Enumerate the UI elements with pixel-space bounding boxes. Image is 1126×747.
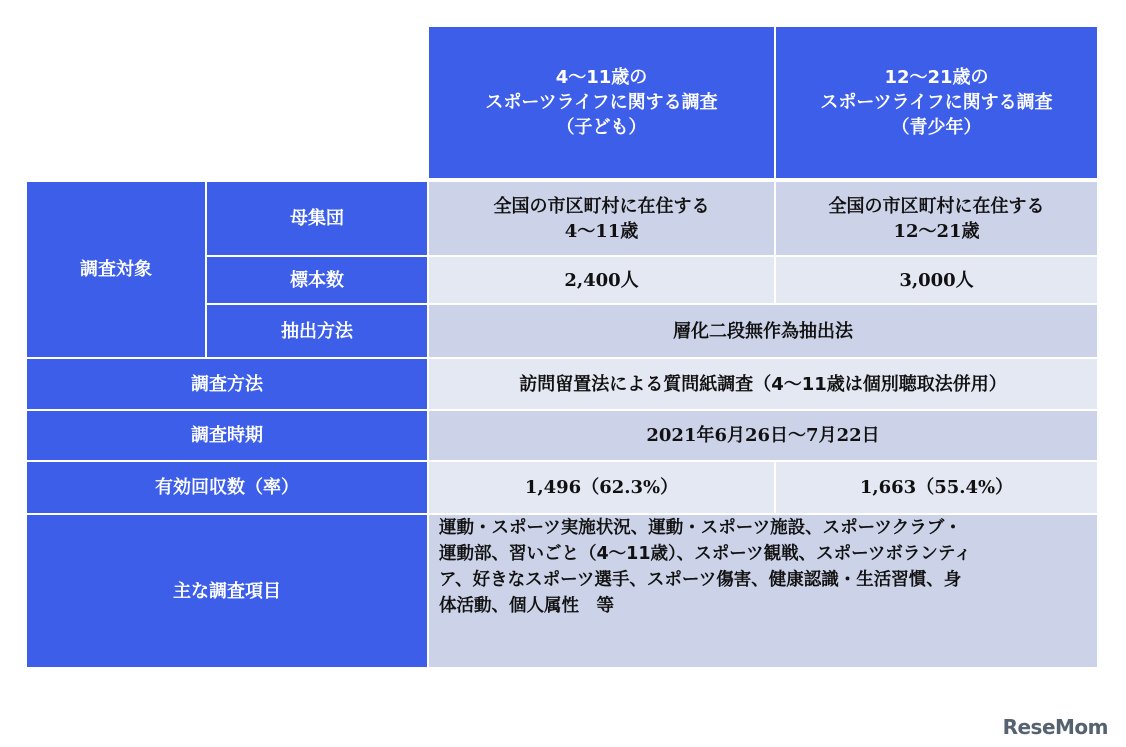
header-children-survey [428, 26, 775, 179]
header-youth-line1: 12～21歳の [884, 67, 989, 88]
population-youth [775, 181, 1098, 256]
header-youth-survey [775, 26, 1098, 179]
label-sample-size: 標本数 [206, 256, 428, 304]
population-children-line2: 4～11歳 [564, 220, 639, 242]
label-survey-method: 調査方法 [26, 358, 428, 410]
label-population: 母集団 [206, 181, 428, 256]
header-children-line2: スポーツライフに関する調査 [485, 92, 718, 113]
response-rate-youth: 1,663（55.4%） [775, 461, 1098, 514]
header-children-line1: 4～11歳の [555, 67, 648, 88]
population-youth-line2: 12～21歳 [893, 220, 980, 242]
response-rate-children: 1,496（62.3%） [428, 461, 775, 514]
label-sampling-method: 抽出方法 [206, 304, 428, 358]
population-youth-line1: 全国の市区町村に在住する [828, 195, 1045, 217]
logo-text: ReseMom [1002, 715, 1108, 739]
main-items-value [428, 514, 1098, 668]
population-children-line1: 全国の市区町村に在住する [493, 195, 710, 217]
main-items-line4: 体活動、個人属性 等 [439, 596, 614, 616]
main-items-line2: 運動部、習いごと（4～11歳）、スポーツ観戦、スポーツボランティ [439, 544, 972, 564]
header-youth-line3: （青少年） [891, 117, 982, 138]
label-response-rate: 有効回収数（率） [26, 461, 428, 514]
sample-size-youth: 3,000人 [775, 256, 1098, 304]
sample-size-children: 2,400人 [428, 256, 775, 304]
label-main-items: 主な調査項目 [26, 514, 428, 668]
header-children-line3: （子ども） [556, 117, 647, 138]
main-items-line1: 運動・スポーツ実施状況、運動・スポーツ施設、スポーツクラブ・ [439, 518, 962, 538]
label-survey-period: 調査時期 [26, 410, 428, 461]
header-youth-line2: スポーツライフに関する調査 [820, 92, 1053, 113]
population-children [428, 181, 775, 256]
main-items-line3: ア、好きなスポーツ選手、スポーツ傷害、健康認識・生活習慣、身 [439, 570, 962, 590]
resemom-logo [1003, 715, 1108, 739]
label-survey-target: 調査対象 [26, 181, 206, 358]
survey-method-value: 訪問留置法による質問紙調査（4～11歳は個別聴取法併用） [428, 358, 1098, 410]
survey-period-value: 2021年6月26日～7月22日 [428, 410, 1098, 461]
sampling-method-value: 層化二段無作為抽出法 [428, 304, 1098, 358]
